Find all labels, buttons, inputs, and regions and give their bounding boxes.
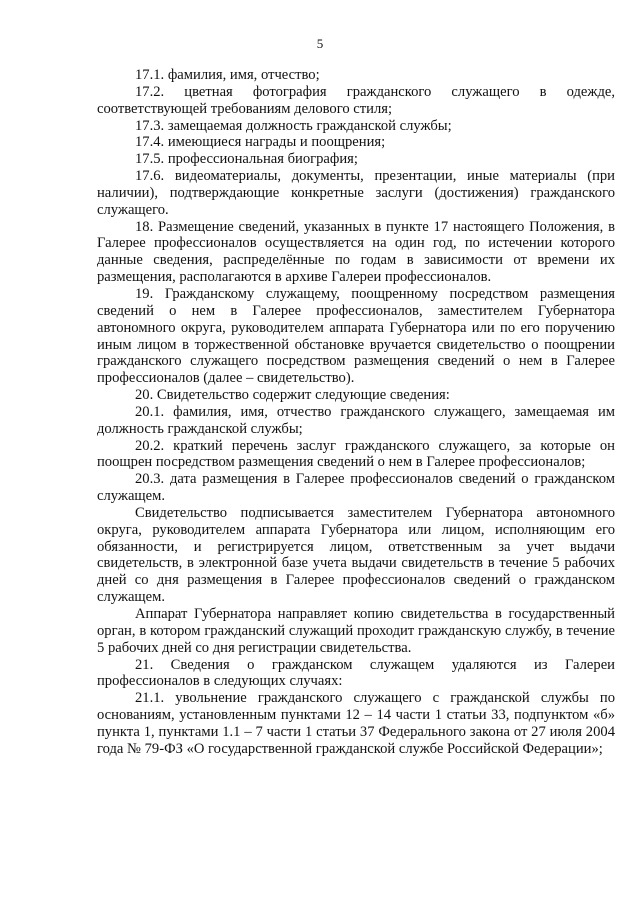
paragraph-certificate-signing: Свидетельство подписывается заместителем Губернатора автономного округа, руководителем аппарата Губернатора или лицом, исполняющим его обязанности, и регистрируется лицом, ответственным за учет выдачи свидетельств, в электронной базе учета выдачи свидетельств в течение 5 рабочих дней со дня размещения в Галерее профессионалов сведений о гражданском служащем.: [97, 504, 615, 606]
document-body: [97, 67, 615, 758]
paragraph-17-6: 17.6. видеоматериалы, документы, презентации, иные материалы (при наличии), подтверждающие конкретные заслуги (достижения) гражданского служащего.: [97, 168, 615, 218]
paragraph-20-1: 20.1. фамилия, имя, отчество гражданского служащего, замещаемая им должность гражданской службы;: [97, 403, 615, 437]
paragraph-20-3: 20.3. дата размещения в Галерее профессионалов сведений о гражданском служащем.: [97, 471, 615, 505]
paragraph-17-4: 17.4. имеющиеся награды и поощрения;: [135, 134, 386, 151]
paragraph-17-2: 17.2. цветная фотография гражданского служащего в одежде, соответствующей требованиям делового стиля;: [97, 83, 615, 117]
paragraph-21: 21. Сведения о гражданском служащем удаляются из Галереи профессионалов в следующих случаях:: [97, 656, 615, 690]
paragraph-17-3: 17.3. замещаемая должность гражданской службы;: [135, 117, 452, 134]
paragraph-20: 20. Свидетельство содержит следующие сведения:: [135, 387, 450, 404]
paragraph-18: 18. Размещение сведений, указанных в пункте 17 настоящего Положения, в Галерее профессионалов осуществляется на один год, по истечении которого данные сведения, распределённые по годам в зависимости от времени их размещения, располагаются в архиве Галереи профессионалов.: [97, 218, 615, 286]
paragraph-17-1: 17.1. фамилия, имя, отчество;: [135, 67, 320, 83]
paragraph-20-2: 20.2. краткий перечень заслуг гражданского служащего, за которые он поощрен посредством размещения сведений о нем в Галерее профессионалов;: [97, 437, 615, 471]
page-number: 5: [316, 36, 324, 51]
paragraph-19: 19. Гражданскому служащему, поощренному посредством размещения сведений о нем в Галерее профессионалов, заместителем Губернатора автономного округа, руководителем аппарата Губернатора или по его поручению иным лицом в торжественной обстановке вручается свидетельство о поощрении гражданского служащего посредством размещения сведений о нем в Галерее профессионалов (далее – свидетельство).: [97, 285, 615, 387]
paragraph-17-5: 17.5. профессиональная биография;: [135, 151, 358, 168]
paragraph-21-1: 21.1. увольнение гражданского служащего с гражданской службы по основаниям, установленным пунктами 12 – 14 части 1 статьи 33, подпунктом «б» пункта 1, пунктами 1.1 – 7 части 1 статьи 37 Федерального закона от 27 июля 2004 года № 79-ФЗ «О государственной гражданской службе Российской Федерации»;: [97, 690, 615, 757]
paragraph-certificate-copy: Аппарат Губернатора направляет копию свидетельства в государственный орган, в котором гражданский служащий проходит гражданскую службу, в течение 5 рабочих дней со дня регистрации свидетельства.: [97, 606, 615, 656]
